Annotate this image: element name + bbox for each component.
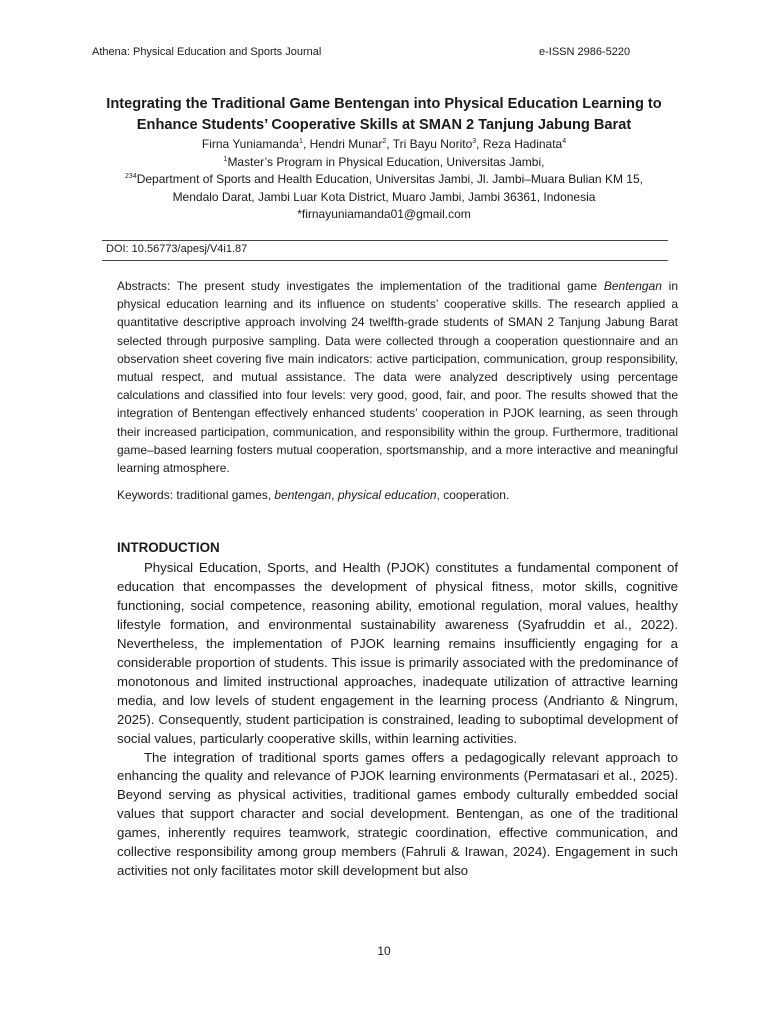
abstract-italic-term: Bentengan — [603, 279, 662, 293]
introduction-body — [117, 559, 678, 881]
author-sep: , — [302, 137, 310, 151]
doi: DOI: 10.56773/apesj/V4i1.87 — [106, 243, 248, 255]
keyword-italic: physical education — [337, 488, 437, 502]
affiliation-sup: 1 — [223, 155, 228, 163]
paragraph: The integration of traditional sports games offers a pedagogically relevant approach to enhancing the quality and relevance of PJOK learning environments (Permatasari et al., 2025). Beyond serving as physical activities, traditional games embody culturally embedded social values that support character and social development. Bentengan, as one of the traditional games, inherently requires teamwork, strategic coordination, effective communication, and collective responsibility among group members (Fahruli & Irawan, 2024). Engagement in such activities not only facilitates motor skill development but also — [117, 749, 678, 879]
corresponding-email: *firnayuniamanda01@gmail.com — [297, 207, 471, 221]
author-sup: 3 — [472, 138, 477, 145]
keyword-italic: bentengan — [274, 488, 332, 502]
author-sep: , — [386, 137, 393, 151]
author-name: Reza Hadinata — [482, 137, 563, 151]
abstract-text-cont: in physical education learning and its influence on students’ cooperative skills. The research applied a quantitative descriptive approach involving 24 twelfth-grade students of SMAN 2 Tanjung Jabung Barat selected through purposive sampling. Data were collected through a cooperation questionnaire and an observation sheet covering five main indicators: active participation, communication, group responsibility, mutual respect, and mutual assistance. The data were analyzed descriptively using percentage calculations and classified into four levels: very good, good, fair, and poor. The results showed that the integration of Bentengan effectively enhanced students’ cooperation in PJOK learning, as seen through their increased participation, communication, and responsibility within the group. Furthermore, traditional game–based learning fosters mutual cooperation, sportsmanship, and a more interactive and meaningful learning atmosphere. — [117, 279, 678, 476]
affiliation-text: Department of Sports and Health Education, Universitas Jambi, Jl. Jambi–Muara Bulian KM 15, — [136, 172, 643, 186]
author-name: Tri Bayu Norito — [392, 137, 473, 151]
keywords — [117, 486, 678, 504]
abstract-text: Abstracts: The present study investigates the implementation of the traditional game — [117, 279, 604, 293]
affiliation-1 — [80, 154, 688, 172]
affiliation-text: Master’s Program in Physical Education, Universitas Jambi, — [227, 154, 545, 169]
title-line-1: Integrating the Traditional Game Bentengan into Physical Education Learning to — [106, 96, 662, 112]
keywords-rest: , cooperation. — [436, 488, 510, 502]
affiliation-2 — [80, 171, 688, 189]
author-list — [80, 136, 688, 154]
author-name: Firna Yuniamanda — [201, 137, 300, 151]
divider-top — [102, 240, 668, 241]
author-name: Hendri Munar — [309, 137, 383, 151]
author-block — [80, 136, 688, 224]
journal-name: Athena: Physical Education and Sports Journal — [92, 46, 322, 58]
page-number: 10 — [377, 944, 391, 958]
title-line-2: Enhance Students’ Cooperative Skills at SMAN 2 Tanjung Jabung Barat — [136, 117, 632, 133]
paper-title — [60, 94, 708, 136]
section-heading: INTRODUCTION — [117, 540, 220, 555]
paragraph: Physical Education, Sports, and Health (PJOK) constitutes a fundamental component of education that encompasses the development of physical fitness, motor skills, cognitive functioning, social competence, reasoning ability, emotional regulation, moral values, healthy lifestyle formation, and environmental sustainability awareness (Syafruddin et al., 2022). Nevertheless, the implementation of PJOK learning remains insufficiently engaging for a considerable proportion of students. This issue is primarily associated with the predominance of monotonous and limited instructional approaches, inadequate utilization of attractive learning media, and low levels of student engagement in the learning process (Andrianto & Ningrum, 2025). Consequently, student participation is constrained, leading to suboptimal development of social values, particularly cooperative skills, within learning activities. — [117, 560, 678, 746]
affiliation-sup: 234 — [125, 173, 137, 180]
author-sup: 2 — [382, 138, 387, 145]
affiliation-2-address: Mendalo Darat, Jambi Luar Kota District, Muaro Jambi, Jambi 36361, Indonesia — [172, 189, 596, 204]
author-sup: 1 — [299, 138, 303, 145]
abstract — [117, 277, 678, 477]
author-sep: , — [476, 137, 483, 151]
author-sup: 4 — [562, 138, 567, 145]
divider-bottom — [102, 260, 668, 261]
issn: e-ISSN 2986-5220 — [539, 46, 631, 58]
keywords-label: Keywords: traditional games, — [117, 488, 275, 502]
keyword-sep: , — [331, 488, 338, 502]
